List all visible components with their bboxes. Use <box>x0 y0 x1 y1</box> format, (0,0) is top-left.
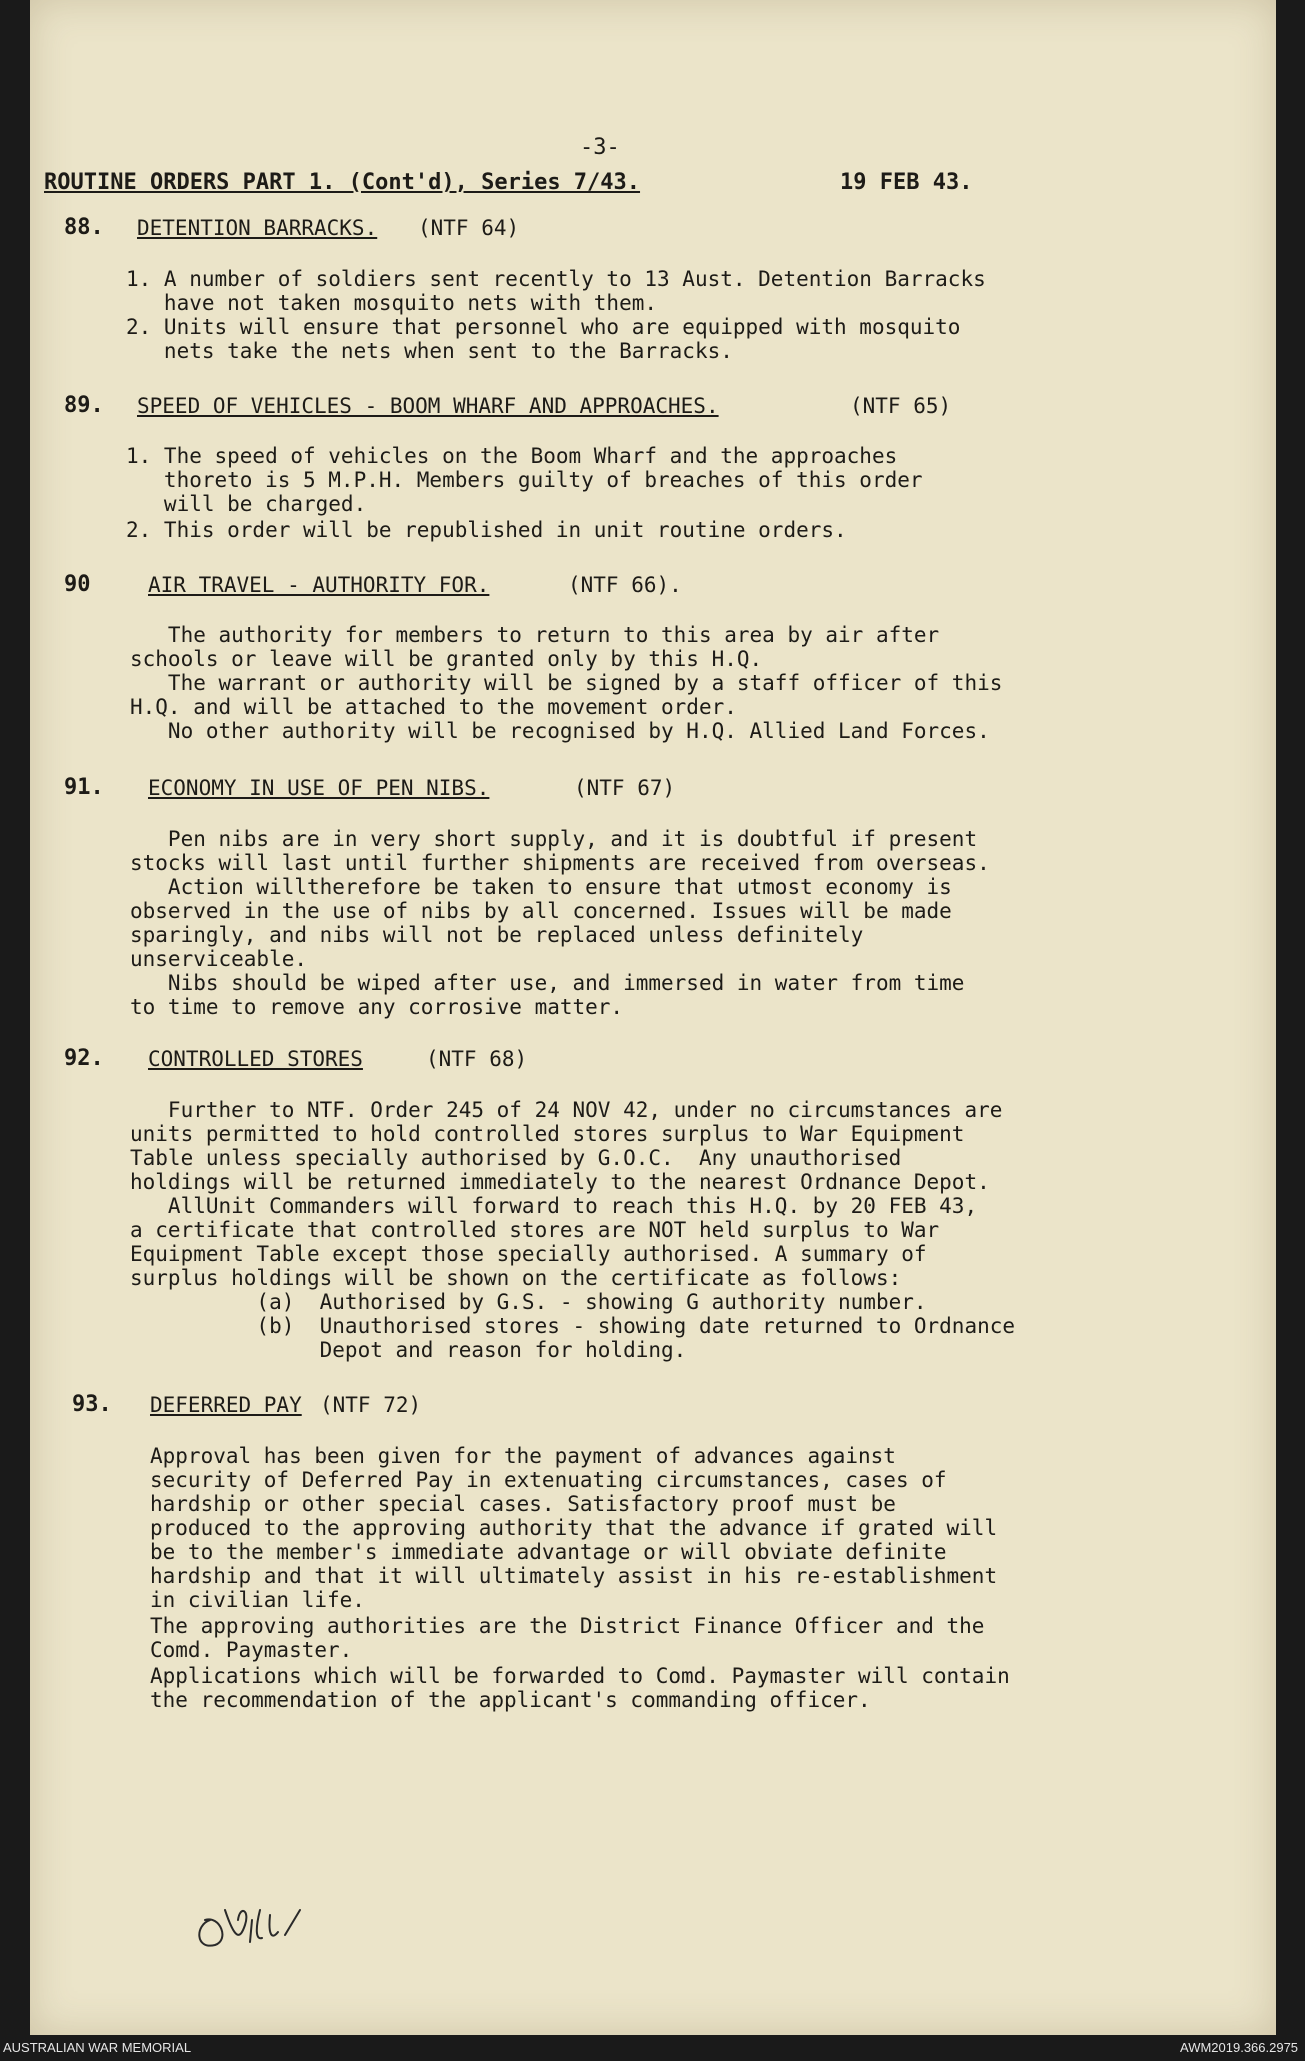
item-line: 1. A number of soldiers sent recently to 13 Aust. Detention Barracks <box>126 267 986 291</box>
item-line: schools or leave will be granted only by this H.Q. <box>130 647 763 671</box>
item-line: Depot and reason for holding. <box>130 1338 687 1362</box>
item-line: 2. Units will ensure that personnel who are equipped with mosquito <box>126 315 961 339</box>
item-number: 92. <box>64 1046 104 1071</box>
item-line: (b) Unauthorised stores - showing date returned to Ordnance <box>130 1314 1016 1338</box>
document-page <box>30 0 1276 2035</box>
item-line: will be charged. <box>126 492 367 516</box>
item-line: Comd. Paymaster. <box>150 1638 353 1662</box>
item-heading: AIR TRAVEL - AUTHORITY FOR. <box>148 573 490 597</box>
item-number: 91. <box>64 775 104 800</box>
item-heading: DETENTION BARRACKS. <box>137 216 378 240</box>
item-number: 93. <box>72 1392 112 1417</box>
item-line: Nibs should be wiped after use, and immersed in water from time <box>130 971 965 995</box>
item-number: 88. <box>64 215 104 240</box>
item-line: Pen nibs are in very short supply, and it is doubtful if present <box>130 827 978 851</box>
item-reference: (NTF 72) <box>320 1393 422 1417</box>
item-reference: (NTF 64) <box>418 216 520 240</box>
item-heading: ECONOMY IN USE OF PEN NIBS. <box>148 776 490 800</box>
item-line: the recommendation of the applicant's commanding officer. <box>150 1688 871 1712</box>
item-line: The warrant or authority will be signed by a staff officer of this <box>130 671 1003 695</box>
item-line: in civilian life. <box>150 1588 365 1612</box>
item-reference: (NTF 67) <box>574 776 676 800</box>
item-reference: (NTF 65) <box>850 394 952 418</box>
item-line: Action willtherefore be taken to ensure that utmost economy is <box>130 875 952 899</box>
item-heading: CONTROLLED STORES <box>148 1047 363 1071</box>
item-line: a certificate that controlled stores are NOT held surplus to War <box>130 1218 940 1242</box>
item-line: hardship or other special cases. Satisfactory proof must be <box>150 1492 896 1516</box>
item-line: Approval has been given for the payment of advances against <box>150 1444 896 1468</box>
item-line: sparingly, and nibs will not be replaced unless definitely <box>130 923 864 947</box>
item-line: unserviceable. <box>130 947 308 971</box>
item-number: 89. <box>64 393 104 418</box>
item-line: Table unless specially authorised by G.O.C. Any unauthorised <box>130 1146 902 1170</box>
item-line: units permitted to hold controlled stores surplus to War Equipment <box>130 1122 965 1146</box>
item-line: H.Q. and will be attached to the movement order. <box>130 695 737 719</box>
item-reference: (NTF 66). <box>568 573 682 597</box>
footer-archive-name: AUSTRALIAN WAR MEMORIAL <box>3 2040 192 2055</box>
document-title: ROUTINE ORDERS PART 1. (Cont'd), Series 7/43. <box>44 170 641 195</box>
item-line: produced to the approving authority that the advance if grated will <box>150 1516 998 1540</box>
handwritten-signature <box>190 1880 320 1970</box>
item-line: Applications which will be forwarded to Comd. Paymaster will contain <box>150 1664 1010 1688</box>
item-number: 90 <box>64 572 91 597</box>
page-number: -3- <box>580 135 620 160</box>
item-reference: (NTF 68) <box>426 1047 528 1071</box>
footer-catalogue-number: AWM2019.366.2975 <box>1180 2040 1299 2055</box>
item-line: holdings will be returned immediately to the nearest Ordnance Depot. <box>130 1170 990 1194</box>
item-line: nets take the nets when sent to the Barracks. <box>126 339 733 363</box>
item-line: AllUnit Commanders will forward to reach this H.Q. by 20 FEB 43, <box>130 1194 978 1218</box>
item-line: thoreto is 5 M.P.H. Members guilty of breaches of this order <box>126 468 923 492</box>
item-line: (a) Authorised by G.S. - showing G authority number. <box>130 1290 927 1314</box>
item-heading: DEFERRED PAY <box>150 1393 302 1417</box>
item-line: surplus holdings will be shown on the certificate as follows: <box>130 1266 902 1290</box>
item-line: to time to remove any corrosive matter. <box>130 995 624 1019</box>
item-line: have not taken mosquito nets with them. <box>126 291 658 315</box>
item-line: hardship and that it will ultimately assist in his re-establishment <box>150 1564 998 1588</box>
item-line: be to the member's immediate advantage or will obviate definite <box>150 1540 947 1564</box>
item-heading: SPEED OF VEHICLES - BOOM WHARF AND APPROACHES. <box>137 394 719 418</box>
item-line: No other authority will be recognised by H.Q. Allied Land Forces. <box>130 719 990 743</box>
item-line: Further to NTF. Order 245 of 24 NOV 42, under no circumstances are <box>130 1098 1003 1122</box>
item-line: The authority for members to return to this area by air after <box>130 623 940 647</box>
item-line: 1. The speed of vehicles on the Boom Wharf and the approaches <box>126 444 898 468</box>
item-line: The approving authorities are the District Finance Officer and the <box>150 1614 985 1638</box>
item-line: Equipment Table except those specially authorised. A summary of <box>130 1242 927 1266</box>
item-line: 2. This order will be republished in unit routine orders. <box>126 518 847 542</box>
document-date: 19 FEB 43. <box>840 170 973 195</box>
item-line: stocks will last until further shipments are received from overseas. <box>130 851 990 875</box>
item-line: observed in the use of nibs by all concerned. Issues will be made <box>130 899 952 923</box>
item-line: security of Deferred Pay in extenuating circumstances, cases of <box>150 1468 947 1492</box>
